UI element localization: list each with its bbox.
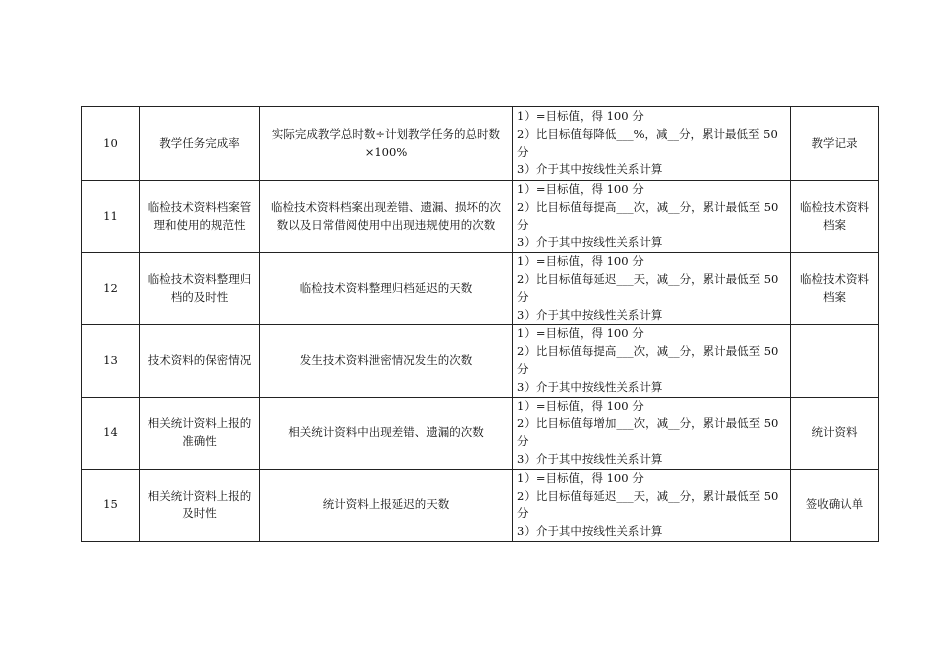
indicator-name: 技术资料的保密情况 <box>140 325 260 397</box>
row-number: 14 <box>82 397 140 469</box>
rule-line: 3）介于其中按线性关系计算 <box>517 524 663 539</box>
rule-line: 1）=目标值，得 100 分 <box>517 254 644 269</box>
indicator-name: 教学任务完成率 <box>140 107 260 181</box>
scoring-rule <box>513 107 791 181</box>
scoring-rule <box>513 397 791 469</box>
calculation-formula: 临检技术资料档案出现差错、遗漏、损坏的次数以及日常借阅使用中出现违规使用的次数 <box>260 181 513 253</box>
calculation-formula: 临检技术资料整理归档延迟的天数 <box>260 253 513 325</box>
rule-line: 1）=目标值，得 100 分 <box>517 398 644 413</box>
row-number: 10 <box>82 107 140 181</box>
row-number: 13 <box>82 325 140 397</box>
calculation-formula: 统计资料上报延迟的天数 <box>260 469 513 541</box>
indicator-name: 相关统计资料上报的准确性 <box>140 397 260 469</box>
rule-line: 2）比目标值每延迟___天，减__分，累计最低至 50 分 <box>517 271 779 304</box>
calculation-formula: 实际完成教学总时数÷计划教学任务的总时数×100% <box>260 107 513 181</box>
calculation-formula: 发生技术资料泄密情况发生的次数 <box>260 325 513 397</box>
table-row <box>82 397 879 469</box>
data-source: 临检技术资料档案 <box>791 253 879 325</box>
data-source <box>791 325 879 397</box>
scoring-rule <box>513 469 791 541</box>
rule-line: 1）=目标值，得 100 分 <box>517 326 644 341</box>
rule-line: 1）=目标值，得 100 分 <box>517 470 644 485</box>
rule-line: 2）比目标值每提高___次，减__分，累计最低至 50 分 <box>517 344 779 376</box>
calculation-formula: 相关统计资料中出现差错、遗漏的次数 <box>260 397 513 469</box>
data-source: 统计资料 <box>791 397 879 469</box>
table-row <box>82 325 879 397</box>
data-source: 教学记录 <box>791 107 879 181</box>
table-row <box>82 107 879 181</box>
row-number: 15 <box>82 469 140 541</box>
table-row <box>82 469 879 541</box>
rule-line: 1）=目标值，得 100 分 <box>517 182 644 196</box>
table-row <box>82 181 879 253</box>
kpi-table <box>81 106 879 542</box>
rule-line: 2）比目标值每提高___次，减__分，累计最低至 50 分 <box>517 199 779 232</box>
indicator-name: 临检技术资料整理归档的及时性 <box>140 253 260 325</box>
rule-line: 2）比目标值每降低___%，减__分，累计最低至 50 分 <box>517 126 778 159</box>
data-source: 临检技术资料档案 <box>791 181 879 253</box>
scoring-rule <box>513 325 791 397</box>
rule-line: 2）比目标值每延迟___天，减__分，累计最低至 50 分 <box>517 488 779 521</box>
indicator-name: 临检技术资料档案管理和使用的规范性 <box>140 181 260 253</box>
data-source: 签收确认单 <box>791 469 879 541</box>
rule-line: 3）介于其中按线性关系计算 <box>517 162 663 177</box>
rule-line: 3）介于其中按线性关系计算 <box>517 451 663 466</box>
row-number: 12 <box>82 253 140 325</box>
scoring-rule <box>513 181 791 253</box>
rule-line: 2）比目标值每增加___次，减__分，累计最低至 50 分 <box>517 416 779 449</box>
rule-line: 3）介于其中按线性关系计算 <box>517 307 663 322</box>
rule-line: 3）介于其中按线性关系计算 <box>517 379 663 394</box>
indicator-name: 相关统计资料上报的及时性 <box>140 469 260 541</box>
rule-line: 1）=目标值，得 100 分 <box>517 108 644 123</box>
row-number: 11 <box>82 181 140 253</box>
table-row <box>82 253 879 325</box>
scoring-rule <box>513 253 791 325</box>
rule-line: 3）介于其中按线性关系计算 <box>517 235 663 250</box>
